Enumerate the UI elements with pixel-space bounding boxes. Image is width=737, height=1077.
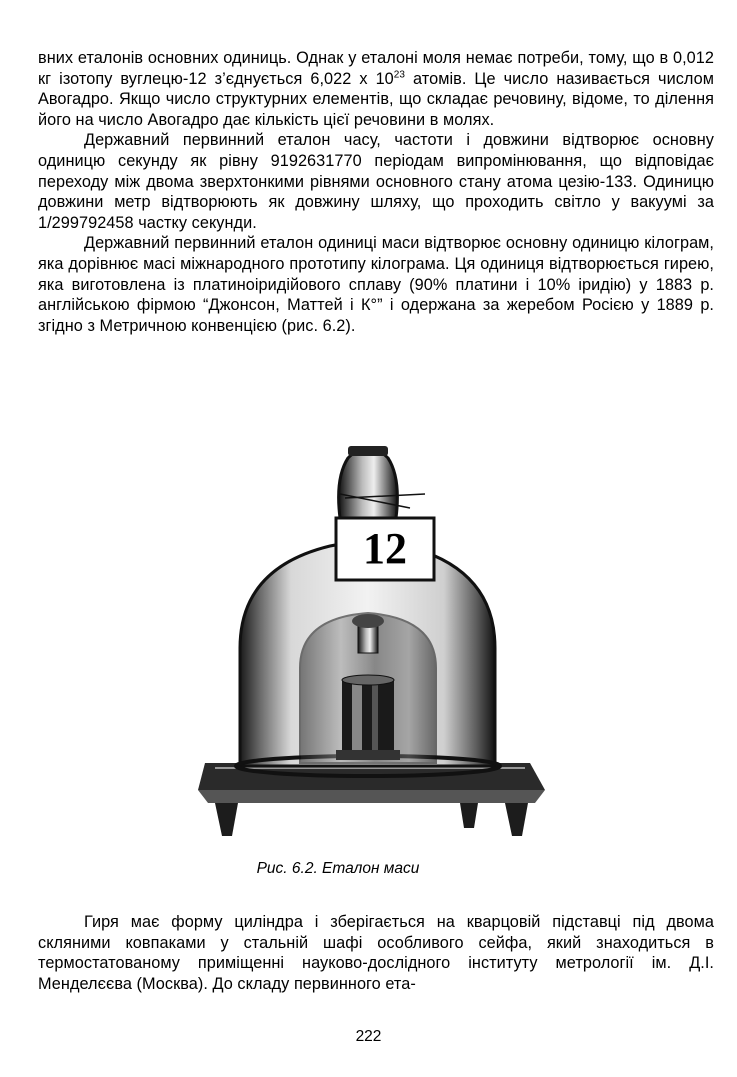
figure-caption: Рис. 6.2. Еталон маси bbox=[256, 860, 420, 877]
paragraph-weight-storage: Гиря має форму циліндра і зберігається на кварцовій підставці під двома скляними ковпаками у стальній шафі особливого сейфа, який знаходиться в термостатованому приміщенні науково-дослідного інституту метрології ім. Д.І. Менделєєва (Москва). До складу первинного ета- bbox=[38, 913, 714, 993]
tag-label: 12 bbox=[363, 524, 407, 573]
paragraph-avogadro: вних еталонів основних одиниць. Однак у еталоні моля немає потреби, тому, що в 0,012 кг ізотопу вуглецю-12 з’єднується 6,022 х $10^{23}$ атомів. Це число називається числом Авогадро. Якщо число структурних елементів, що складає речовину, відоме, то ділення його на число Авогадро дає кількість цієї речовини в молях. bbox=[38, 49, 714, 129]
page-number: 222 bbox=[355, 1028, 382, 1045]
page-body bbox=[38, 48, 714, 336]
bell-jar-illustration bbox=[0, 418, 737, 858]
paragraph-mass-standard: Державний первинний еталон одиниці маси відтворює основну одиницю кілограм, яка дорівнює масі міжнародного прототипу кілограма. Ця одиниця відтворюється гирею, яка виготовлена із платиноіридійового сплаву (90% платини і 10% іридію) у 1883 р. англійською фірмою “Джонсон, Маттей і К°” і одержана за жеребом Росією у 1889 р. згідно з Метричною конвенцією (рис. 6.2). bbox=[38, 234, 714, 335]
paragraph-time-standard: Державний первинний еталон часу, частоти і довжини відтворює основну одиницю секунду як рівну 9192631770 періодам випромінювання, що відповідає переходу між двома зверхтонкими рівнями основного стану атома цезію-133. Одиницю довжини метр відтворюють як довжину шляху, що проходить світло у вакуумі за 1/299792458 частку секунди. bbox=[38, 131, 714, 232]
figure-mass-standard bbox=[0, 418, 737, 858]
page-body-continued bbox=[38, 912, 714, 994]
